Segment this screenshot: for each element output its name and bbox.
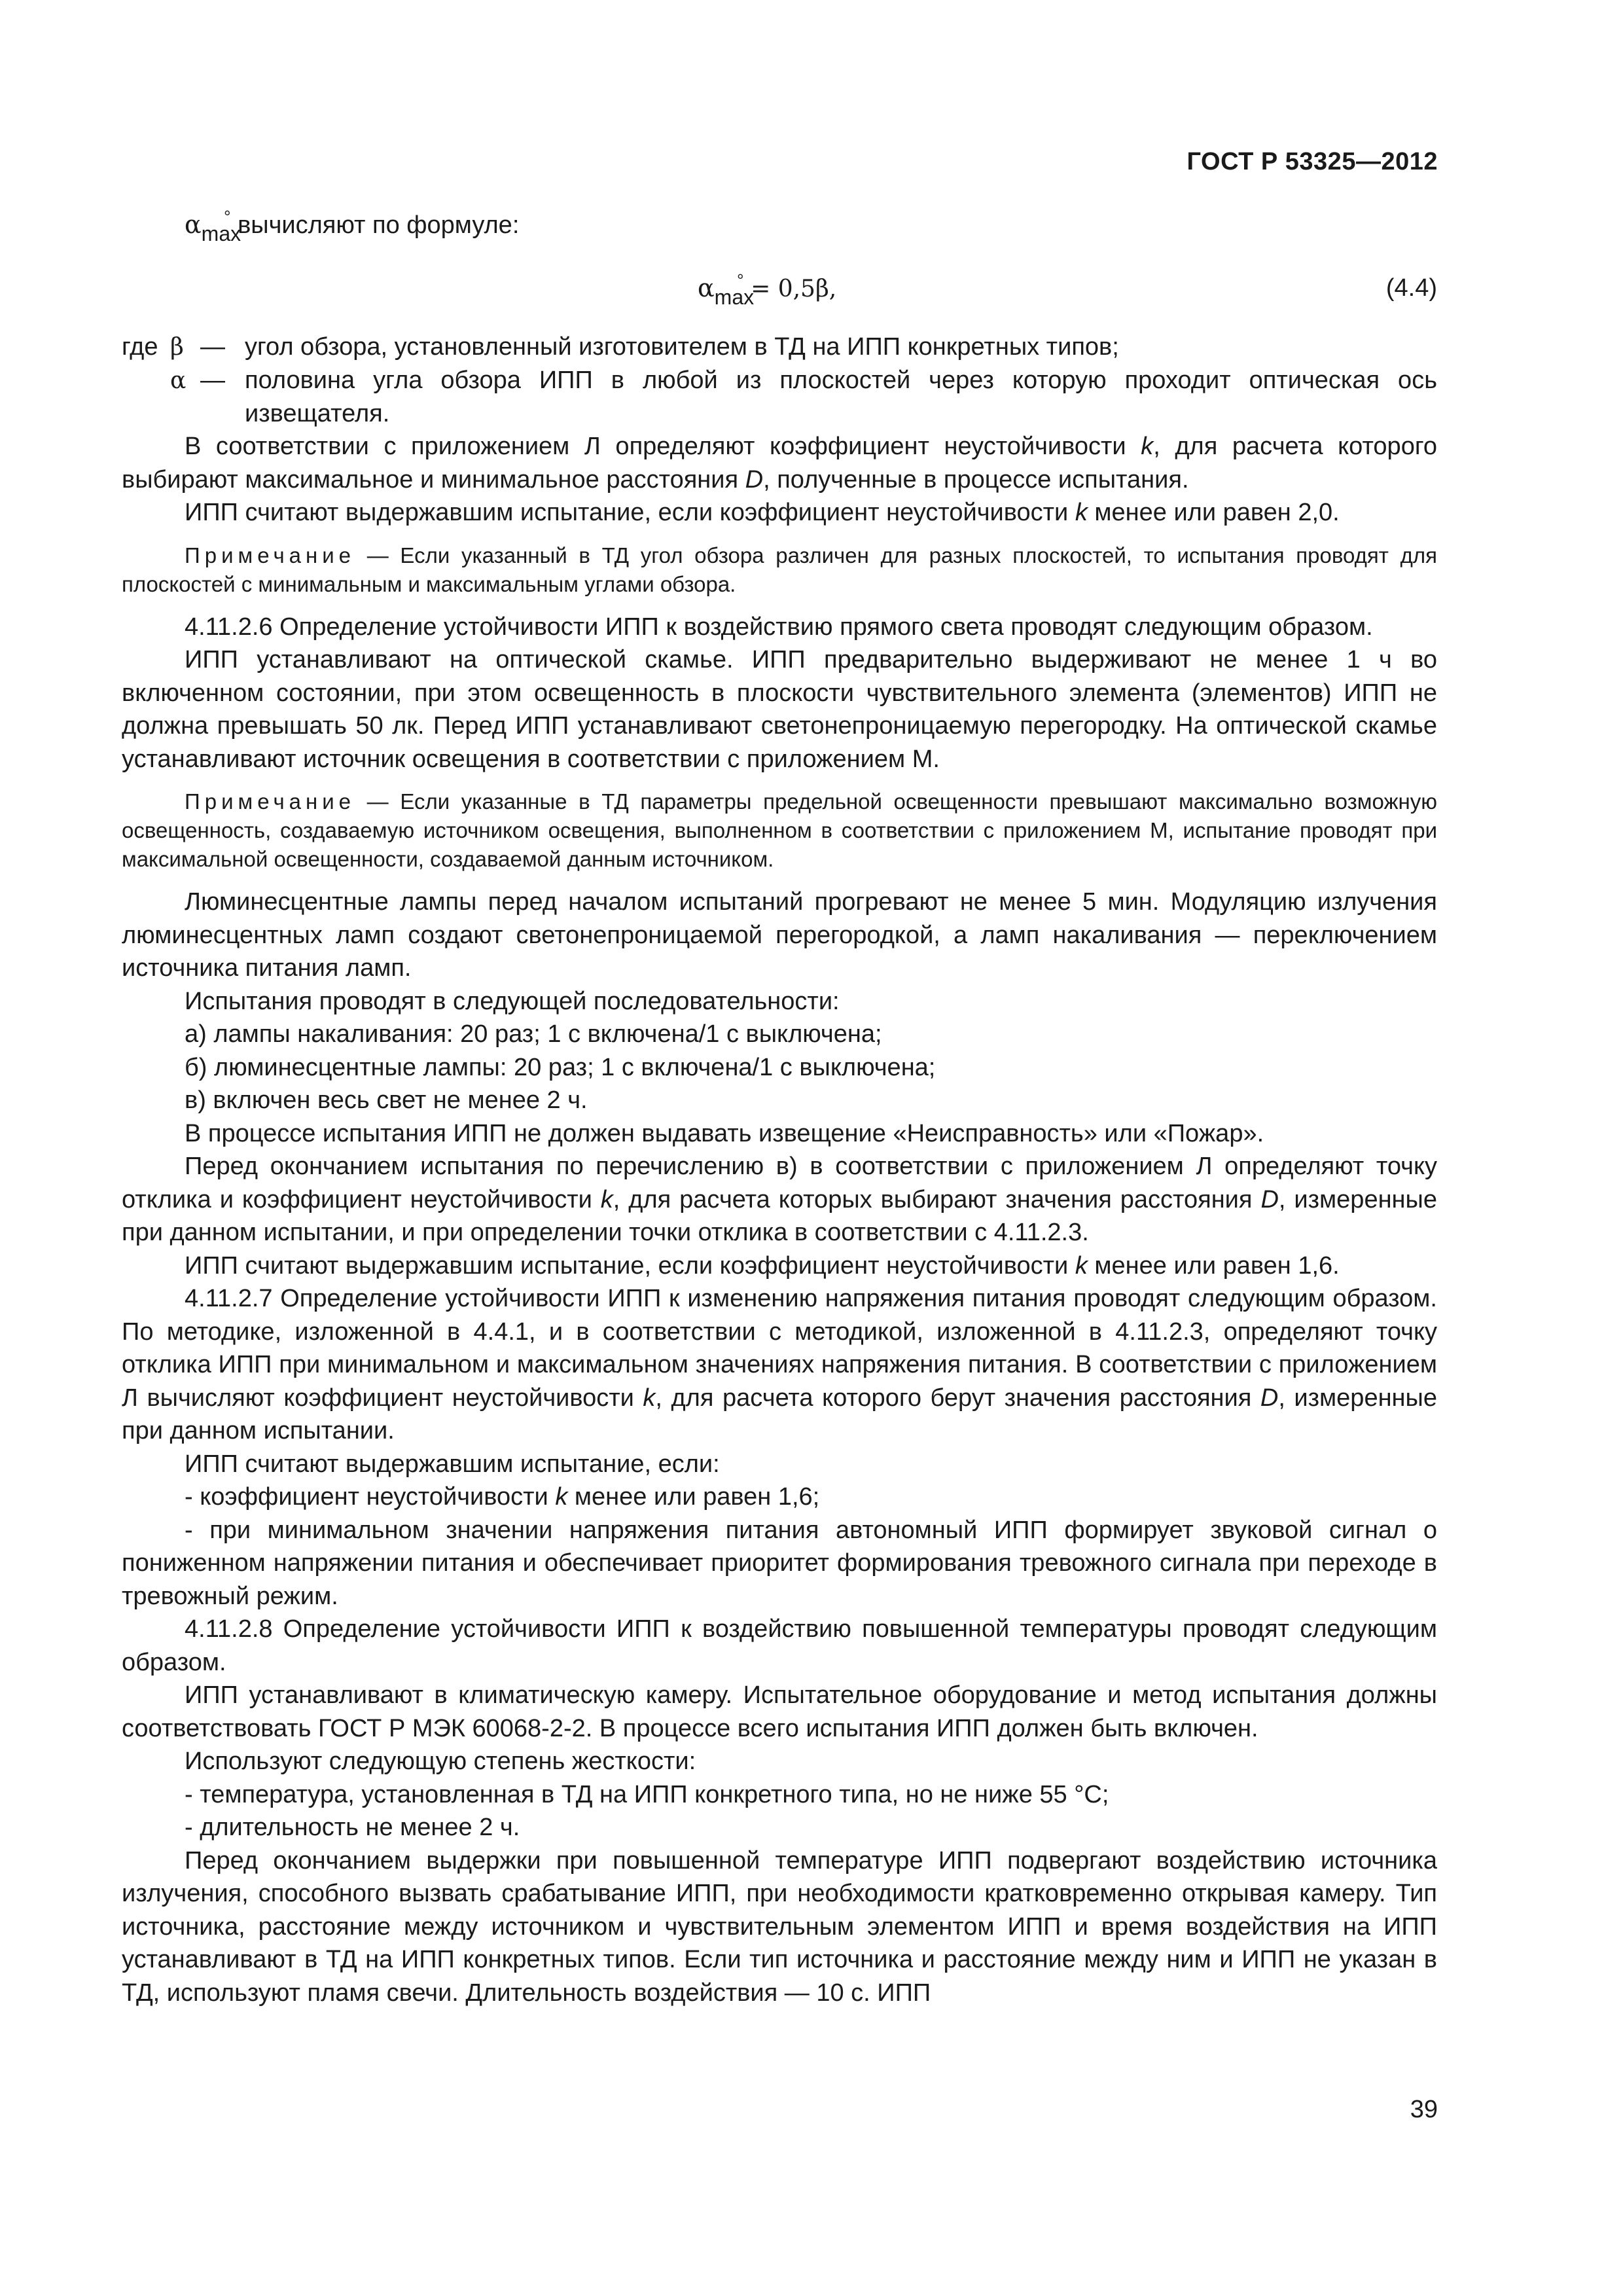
- paragraph: ИПП считают выдержавшим испытание, если коэффициент неустойчивости k менее или равен 2,0.: [185, 499, 1340, 526]
- list-item: а) лампы накаливания: 20 раз; 1 с включена/1 с выключена;: [185, 1020, 882, 1048]
- section-4-11-2-8: 4.11.2.8 Определение устойчивости ИПП к воздействию повышенной температуры проводят следующим образом.: [122, 1615, 1437, 1676]
- paragraph: ИПП устанавливают в климатическую камеру. Испытательное оборудование и метод испытания должны соответствовать ГОСТ Р МЭК 60068-2-2. В процессе всего испытания ИПП должен быть включен.: [122, 1681, 1437, 1742]
- paragraph: Используют следующую степень жесткости:: [185, 1748, 696, 1775]
- paragraph: Перед окончанием выдержки при повышенной температуре ИПП подвергают воздействию источника излучения, способного вызвать срабатывание ИПП, при необходимости кратковременно открывая камеру. Тип источника, расстояние между источником и чувствительным элементом ИПП и время воздействия на ИПП устанавливают в ТД на ИПП конкретных типов. Если тип источника и расстояние между ним и ИПП не указан в ТД, используют пламя свечи. Длительность воздействия — 10 с. ИПП: [122, 1846, 1437, 2007]
- note-1: [122, 541, 1437, 599]
- definitions-list: [122, 331, 1437, 431]
- formula-number: (4.4): [1385, 274, 1437, 302]
- definition-lead: где: [122, 332, 158, 361]
- formula-alpha: α: [698, 273, 715, 302]
- paragraph: Перед окончанием испытания по перечислению в) в соответствии с приложением Л определяют точку отклика и коэффициент неустойчивости k, для расчета которых выбирают значения расстояния D, измеренные при данном испытании, и при определении точки отклика в соответствии с 4.11.2.3.: [122, 1153, 1437, 1246]
- note-label: Примечание: [185, 789, 356, 814]
- alpha-def-symbol: α: [170, 367, 187, 394]
- page-number: 39: [1410, 2096, 1438, 2123]
- paragraph: Испытания проводят в следующей последовательности:: [185, 987, 840, 1015]
- degree-superscript: °: [224, 207, 231, 226]
- paragraph: В процессе испытания ИПП не должен выдавать извещение «Неисправность» или «Пожар».: [185, 1119, 1264, 1147]
- body-text: [122, 208, 1437, 2009]
- list-item: - температура, установленная в ТД на ИПП конкретного типа, но не ниже 55 °С;: [185, 1780, 1109, 1808]
- definition-text: половина угла обзора ИПП в любой из плоскостей через которую проходит оптическая ось извещателя.: [245, 367, 1437, 427]
- formula-4-4: [122, 272, 1437, 314]
- formula-expression: [698, 272, 836, 308]
- formula-subscript: max: [714, 285, 755, 309]
- formula-intro: [185, 208, 1437, 244]
- definition-text: угол обзора, установленный изготовителем в ТД на ИПП конкретных типов;: [245, 332, 1119, 361]
- section-4-11-2-7: 4.11.2.7 Определение устойчивости ИПП к изменению напряжения питания проводят следующим образом. По методике, изложенной в 4.4.1, и в соответствии с методикой, изложенной в 4.11.2.3, определяют точку отклика ИПП при минимальном и максимальном значениях напряжения питания. В соответствии с приложением Л вычисляют коэффициент неустойчивости k, для расчета которого берут значения расстояния D, измеренные при данном испытании.: [122, 1285, 1437, 1444]
- definition-alpha: [122, 364, 1437, 430]
- paragraph: Люминесцентные лампы перед началом испытаний прогревают не менее 5 мин. Модуляцию излучения люминесцентных ламп создают светонепроницаемой перегородкой, а ламп накаливания — переключением источника питания ламп.: [122, 888, 1437, 982]
- document-code-header: ГОСТ Р 53325—2012: [1186, 148, 1438, 175]
- definition-beta: [122, 331, 1437, 365]
- note-text: — Если указанный в ТД угол обзора различен для разных плоскостей, то испытания проводят для плоскостей с минимальным и максимальным углами обзора.: [122, 543, 1437, 596]
- paragraph: ИПП считают выдержавшим испытание, если:: [185, 1450, 720, 1478]
- section-4-11-2-6: 4.11.2.6 Определение устойчивости ИПП к воздействию прямого света проводят следующим образом.: [185, 613, 1373, 641]
- note-2: [122, 787, 1437, 874]
- list-item: - коэффициент неустойчивости k менее или равен 1,6;: [185, 1483, 820, 1511]
- paragraph: ИПП считают выдержавшим испытание, если коэффициент неустойчивости k менее или равен 1,6.: [185, 1251, 1340, 1280]
- note-text: — Если указанные в ТД параметры предельной освещенности превышают максимально возможную освещенность, создаваемую источником освещения, выполненном в соответствии с приложением М, испытание проводят при максимальной освещенности, создаваемой данным источником.: [122, 789, 1437, 871]
- paragraph: ИПП устанавливают на оптической скамье. ИПП предварительно выдерживают не менее 1 ч во включенном состоянии, при этом освещенность в плоскости чувствительного элемента (элементов) ИПП не должна превышать 50 лк. Перед ИПП устанавливают светонепроницаемую перегородку. На оптической скамье устанавливают источник освещения в соответствии с приложением М.: [122, 646, 1437, 773]
- note-label: Примечание: [185, 543, 356, 567]
- definition-dash: —: [200, 332, 225, 361]
- max-subscript: max: [201, 222, 241, 245]
- list-item: в) включен весь свет не менее 2 ч.: [185, 1086, 588, 1114]
- formula-degree: °: [737, 270, 744, 290]
- beta-symbol: β: [170, 333, 184, 361]
- alpha-symbol: α: [185, 210, 202, 239]
- paragraph: В соответствии с приложением Л определяют коэффициент неустойчивости k, для расчета которого выбирают максимальное и минимальное расстояния D, полученные в процессе испытания.: [122, 433, 1437, 493]
- formula-rhs: = 0,5β,: [751, 275, 837, 302]
- list-item: б) люминесцентные лампы: 20 раз; 1 с включена/1 с выключена;: [185, 1053, 936, 1081]
- formula-intro-text: вычисляют по формуле:: [238, 211, 520, 239]
- list-item: - длительность не менее 2 ч.: [185, 1814, 520, 1841]
- definition-dash: —: [200, 367, 225, 394]
- list-item: - при минимальном значении напряжения питания автономный ИПП формирует звуковой сигнал о пониженном напряжении питания и обеспечивает приоритет формирования тревожного сигнала при переходе в тревожный режим.: [122, 1516, 1437, 1610]
